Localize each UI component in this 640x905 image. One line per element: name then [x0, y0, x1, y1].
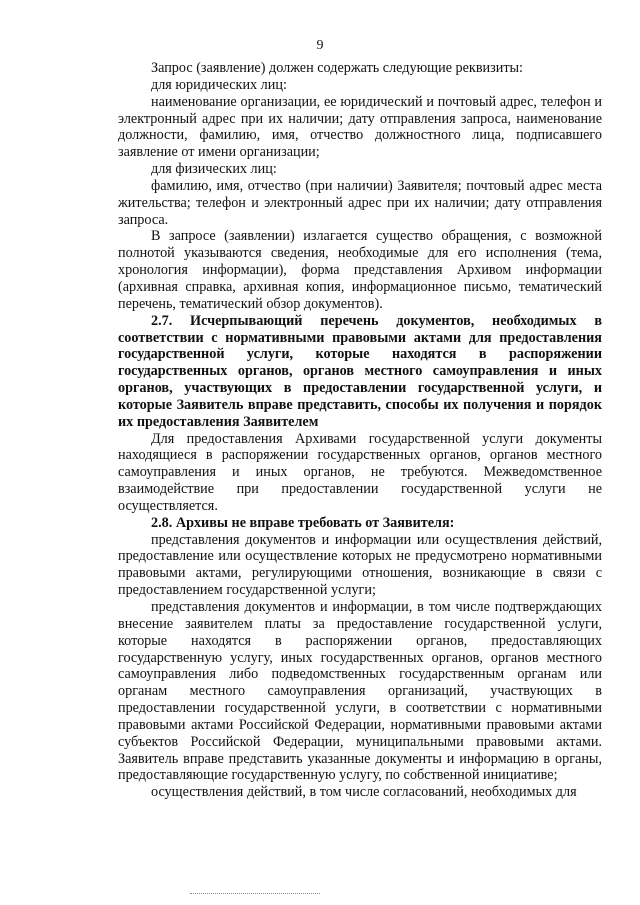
paragraph-legal-entities-details: наименование организации, ее юридический и почтовый адрес, телефон и электронный адрес при их наличии; дату отправления запроса, наименование должности, фамилию, имя, отчество должностного лица, подписавшего заявление от имени организации; [118, 93, 602, 161]
section-2-7-number: 2.7. [151, 312, 173, 329]
section-2-8-number: 2.8. [151, 514, 173, 531]
section-2-7-heading [118, 313, 602, 431]
paragraph-prohibition-actions: представления документов и информации или осуществления действий, предоставление или осуществление которых не предусмотрено нормативными правовыми актами, регулирующими отношения, возникающие в связи с предоставлением государственной услуги; [118, 531, 602, 599]
document-body [118, 60, 602, 801]
paragraph-prohibition-approvals: осуществления действий, в том числе согласований, необходимых для [151, 784, 577, 801]
paragraph-documents-not-required: Для предоставления Архивами государственной услуги документы находящиеся в распоряжении государственных органов, органов местного самоуправления и иных органов, не требуются. Межведомственное взаимодействие при предоставлении государственной услуги не осуществляется. [118, 430, 602, 514]
paragraph-individuals-heading: для физических лиц: [151, 161, 277, 178]
paragraph-individuals-details: фамилию, имя, отчество (при наличии) Заявителя; почтовый адрес места жительства; телефон и электронный адрес при их наличии; дату отправления запроса. [118, 177, 602, 228]
section-2-8-title: Архивы не вправе требовать от Заявителя: [175, 514, 455, 531]
footer-scan-artifact [190, 893, 320, 896]
paragraph-prohibition-documents: представления документов и информации, в том числе подтверждающих внесение заявителем платы за предоставление государственной услуги, которые находятся в распоряжении органов, предоставляющих государственную услугу, иных государственных органов, органов местного самоуправления либо подведомственных государственным органам или органам местного самоуправления организаций, участвующих в предоставлении государственной услуги, в соответствии с нормативными правовыми актами Российской Федерации, нормативными правовыми актами субъектов Российской Федерации, муниципальными правовыми актами. Заявитель вправе представить указанные документы и информацию в органы, предоставляющие государственную услугу, по собственной инициативе; [118, 599, 602, 784]
paragraph-legal-entities-heading: для юридических лиц: [151, 76, 287, 93]
section-2-8-heading [118, 515, 602, 532]
page-number: 9 [316, 38, 324, 53]
section-2-7-title: Исчерпывающий перечень документов, необходимых в соответствии с нормативными правовыми актами для предоставления государственной услуги, которые находятся в распоряжении государственных органов, органов местного самоуправления и иных органов, участвующих в предоставлении государственной услуги, и которые Заявитель вправе представить, способы их получения и порядок их предоставления Заявителем [118, 312, 602, 430]
paragraph-request-content: В запросе (заявлении) излагается существо обращения, с возможной полнотой указываются сведения, необходимые для его исполнения (тема, хронология информации), форма представления Архивом информации (архивная справка, архивная копия, информационное письмо, тематический перечень, тематический обзор документов). [118, 228, 602, 312]
paragraph-requisites-intro: Запрос (заявление) должен содержать следующие реквизиты: [151, 60, 523, 76]
